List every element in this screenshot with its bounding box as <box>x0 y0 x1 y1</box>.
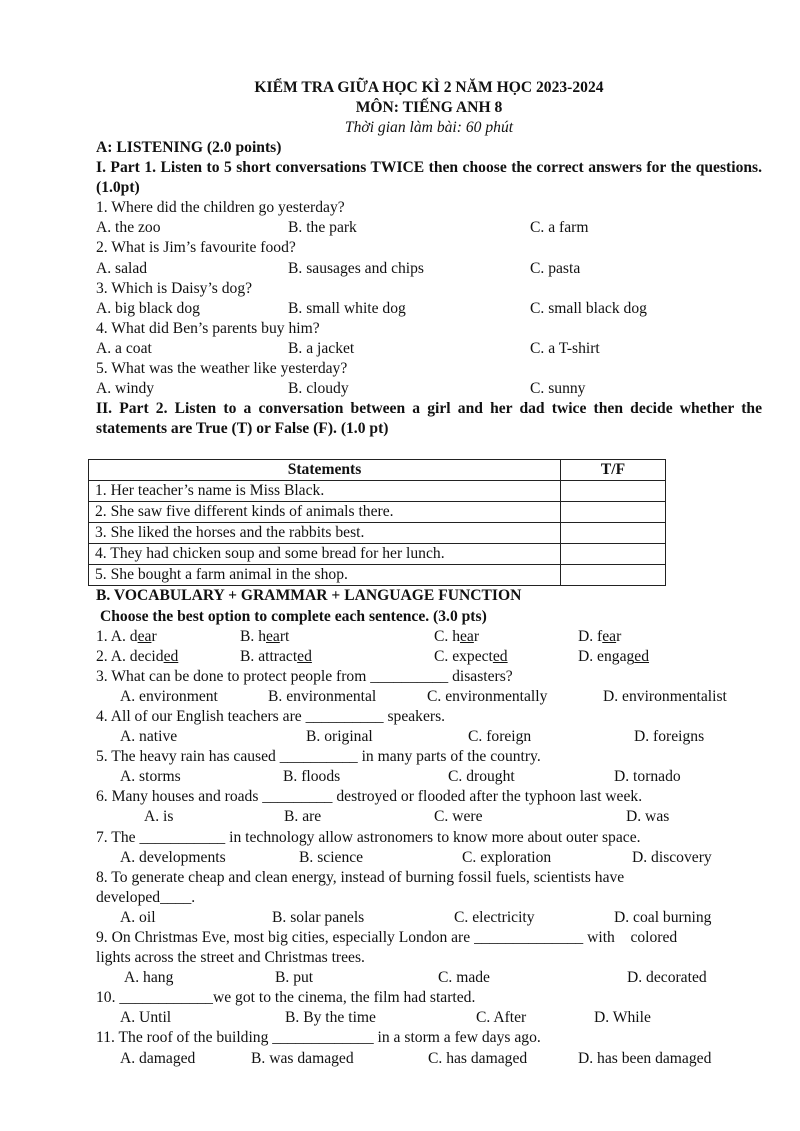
question: 5. The heavy rain has caused __________ in many parts of the country. <box>96 748 541 766</box>
option-c: C. drought <box>448 768 515 786</box>
option-d <box>578 627 621 647</box>
exam-subject: MÔN: TIẾNG ANH 8 <box>355 99 503 116</box>
option-a: A. damaged <box>120 1049 196 1067</box>
option-c: C. environmentally <box>427 687 548 705</box>
option-b: B. are <box>284 808 322 826</box>
underlined-sound: ea <box>460 627 474 645</box>
option-c: C. electricity <box>454 908 535 926</box>
option-a-pre: d <box>129 627 138 645</box>
question-continued: lights across the street and Christmas trees. <box>96 949 365 967</box>
question: 4. What did Ben’s parents buy him? <box>96 319 320 337</box>
option-b: B. the park <box>288 219 357 237</box>
statement-cell: 2. She saw five different kinds of animals there. <box>89 502 561 523</box>
tf-answer-cell[interactable] <box>561 502 666 523</box>
option-d: D. tornado <box>614 768 681 786</box>
part1-heading: I. Part 1. Listen to 5 short conversations TWICE then choose the correct answers for the questions. (1.0pt) <box>96 159 762 197</box>
question-number: 1. A. <box>96 627 130 645</box>
option-a <box>96 647 178 667</box>
option-c: C. were <box>434 808 483 826</box>
option-c-post: r <box>473 627 480 645</box>
option-c: C. foreign <box>468 728 532 746</box>
underlined-sound: ea <box>137 627 152 645</box>
option-c: C. a T-shirt <box>530 339 600 357</box>
option-b: B. a jacket <box>288 339 355 357</box>
question: 1. Where did the children go yesterday? <box>96 199 345 217</box>
options-row <box>96 218 762 238</box>
option-a: A. is <box>144 808 174 826</box>
option-b: B. cloudy <box>288 380 349 398</box>
option-c: C. a farm <box>530 219 589 237</box>
question: 6. Many houses and roads _________ destroyed or flooded after the typhoon last week. <box>96 788 643 806</box>
exam-title: KIỂM TRA GIỮA HỌC KÌ 2 NĂM HỌC 2023-2024 <box>254 79 604 96</box>
option-c: C. made <box>438 969 490 987</box>
option-b <box>240 627 289 647</box>
options-row <box>96 908 762 928</box>
option-d: D. While <box>594 1009 651 1027</box>
question-number: 2. A. <box>96 647 130 665</box>
question: 7. The ___________ in technology allow astronomers to know more about outer space. <box>96 828 641 846</box>
question: 9. On Christmas Eve, most big cities, especially London are ______________ with colored <box>96 929 678 946</box>
option-b: B. floods <box>283 768 341 786</box>
option-a: A. big black dog <box>96 299 200 317</box>
option-b: B. sausages and chips <box>288 259 424 277</box>
option-a: A. a coat <box>96 339 152 357</box>
options-row <box>96 727 762 747</box>
options-row <box>96 848 762 868</box>
option-a-post: r <box>151 627 157 645</box>
option-a <box>96 627 157 647</box>
statements-table <box>88 459 666 586</box>
option-a: A. windy <box>96 380 155 398</box>
option-b: B. was damaged <box>251 1049 354 1067</box>
options-row <box>96 687 762 707</box>
table-row <box>89 565 666 586</box>
options-row <box>96 379 762 399</box>
options-row <box>96 968 762 988</box>
tf-answer-cell[interactable] <box>561 565 666 586</box>
options-row <box>96 1049 762 1069</box>
option-a: A. storms <box>120 768 181 786</box>
option-d: D. environmentalist <box>603 687 727 705</box>
statement-cell: 5. She bought a farm animal in the shop. <box>89 565 561 586</box>
option-b: B. environmental <box>268 687 377 705</box>
option-a: A. salad <box>96 259 148 277</box>
option-a-pre: decid <box>129 647 164 665</box>
option-c <box>434 627 479 647</box>
listening-heading: A: LISTENING (2.0 points) <box>96 139 282 156</box>
statements-header: Statements <box>89 460 561 481</box>
vocab-heading: B. VOCABULARY + GRAMMAR + LANGUAGE FUNCTION <box>96 587 522 605</box>
option-b: B. put <box>275 969 314 987</box>
underlined-sound: ea <box>602 627 617 645</box>
statement-cell: 4. They had chicken soup and some bread for her lunch. <box>89 544 561 565</box>
vocab-q2 <box>96 647 762 667</box>
option-d <box>578 647 649 667</box>
option-d: D. coal burning <box>614 908 712 926</box>
table-row <box>89 481 666 502</box>
option-c: C. small black dog <box>530 299 647 317</box>
option-b: B. science <box>299 848 364 866</box>
option-b: B. By the time <box>285 1009 376 1027</box>
part2-heading: II. Part 2. Listen to a conversation between a girl and her dad twice then decide whether the statements are True (T) or False (F). (1.0 pt) <box>96 400 762 438</box>
tf-answer-cell[interactable] <box>561 523 666 544</box>
vocab-instruction: Choose the best option to complete each sentence. (3.0 pts) <box>100 607 487 625</box>
option-d: D. foreigns <box>634 728 705 746</box>
question: 3. What can be done to protect people from __________ disasters? <box>96 667 513 685</box>
exam-time: Thời gian làm bài: 60 phút <box>344 119 514 136</box>
table-row <box>89 502 666 523</box>
option-c: C. exploration <box>462 848 552 866</box>
option-b-post: rt <box>279 627 290 645</box>
tf-header: T/F <box>561 460 666 481</box>
question: 4. All of our English teachers are __________ speakers. <box>96 707 446 725</box>
table-header-row <box>89 460 666 481</box>
option-d-pre: D. engag <box>578 647 635 665</box>
tf-answer-cell[interactable] <box>561 544 666 565</box>
options-row <box>96 767 762 787</box>
option-c: C. After <box>476 1009 527 1027</box>
option-b-pre: B. h <box>240 627 266 645</box>
underlined-sound: ea <box>266 627 280 645</box>
question: 3. Which is Daisy’s dog? <box>96 279 253 297</box>
table-row <box>89 523 666 544</box>
option-b-pre: B. attract <box>240 647 298 665</box>
option-a: A. hang <box>124 969 174 987</box>
question-continued: developed____. <box>96 888 196 906</box>
options-row <box>96 807 762 827</box>
option-b: B. original <box>306 728 373 746</box>
option-b: B. solar panels <box>272 908 365 926</box>
question: 10. ____________we got to the cinema, the film had started. <box>96 989 476 1007</box>
options-row <box>96 1008 762 1028</box>
option-d-post: r <box>616 627 622 645</box>
option-c: C. sunny <box>530 380 586 398</box>
option-a: A. environment <box>120 687 218 705</box>
option-c: C. pasta <box>530 259 581 277</box>
exam-page <box>96 78 762 1069</box>
question: 2. What is Jim’s favourite food? <box>96 239 296 257</box>
question: 5. What was the weather like yesterday? <box>96 360 348 378</box>
statement-cell: 1. Her teacher’s name is Miss Black. <box>89 481 561 502</box>
tf-answer-cell[interactable] <box>561 481 666 502</box>
underlined-sound: ed <box>492 647 508 665</box>
option-d: D. discovery <box>632 848 712 866</box>
option-c: C. has damaged <box>428 1049 528 1067</box>
underlined-sound: ed <box>634 647 650 665</box>
option-d: D. has been damaged <box>578 1049 712 1067</box>
question: 8. To generate cheap and clean energy, instead of burning fossil fuels, scientists have <box>96 868 625 886</box>
option-c <box>434 647 508 667</box>
option-b: B. small white dog <box>288 299 406 317</box>
option-a: A. the zoo <box>96 219 161 237</box>
option-a: A. developments <box>120 848 226 866</box>
option-b <box>240 647 312 667</box>
option-a: A. oil <box>120 908 156 926</box>
option-d-pre: D. f <box>578 627 603 645</box>
statement-cell: 3. She liked the horses and the rabbits best. <box>89 523 561 544</box>
options-row <box>96 259 762 279</box>
options-row <box>96 299 762 319</box>
part1-questions <box>96 198 762 399</box>
option-c-pre: C. expect <box>434 647 493 665</box>
option-a: A. native <box>120 728 178 746</box>
question: 11. The roof of the building _____________ in a storm a few days ago. <box>96 1029 541 1047</box>
option-c-pre: C. h <box>434 627 460 645</box>
underlined-sound: ed <box>163 647 179 665</box>
option-a: A. Until <box>120 1009 172 1027</box>
options-row <box>96 339 762 359</box>
option-d: D. decorated <box>627 969 707 987</box>
vocab-q1 <box>96 627 762 647</box>
option-d: D. was <box>626 808 670 826</box>
table-row <box>89 544 666 565</box>
underlined-sound: ed <box>297 647 312 665</box>
